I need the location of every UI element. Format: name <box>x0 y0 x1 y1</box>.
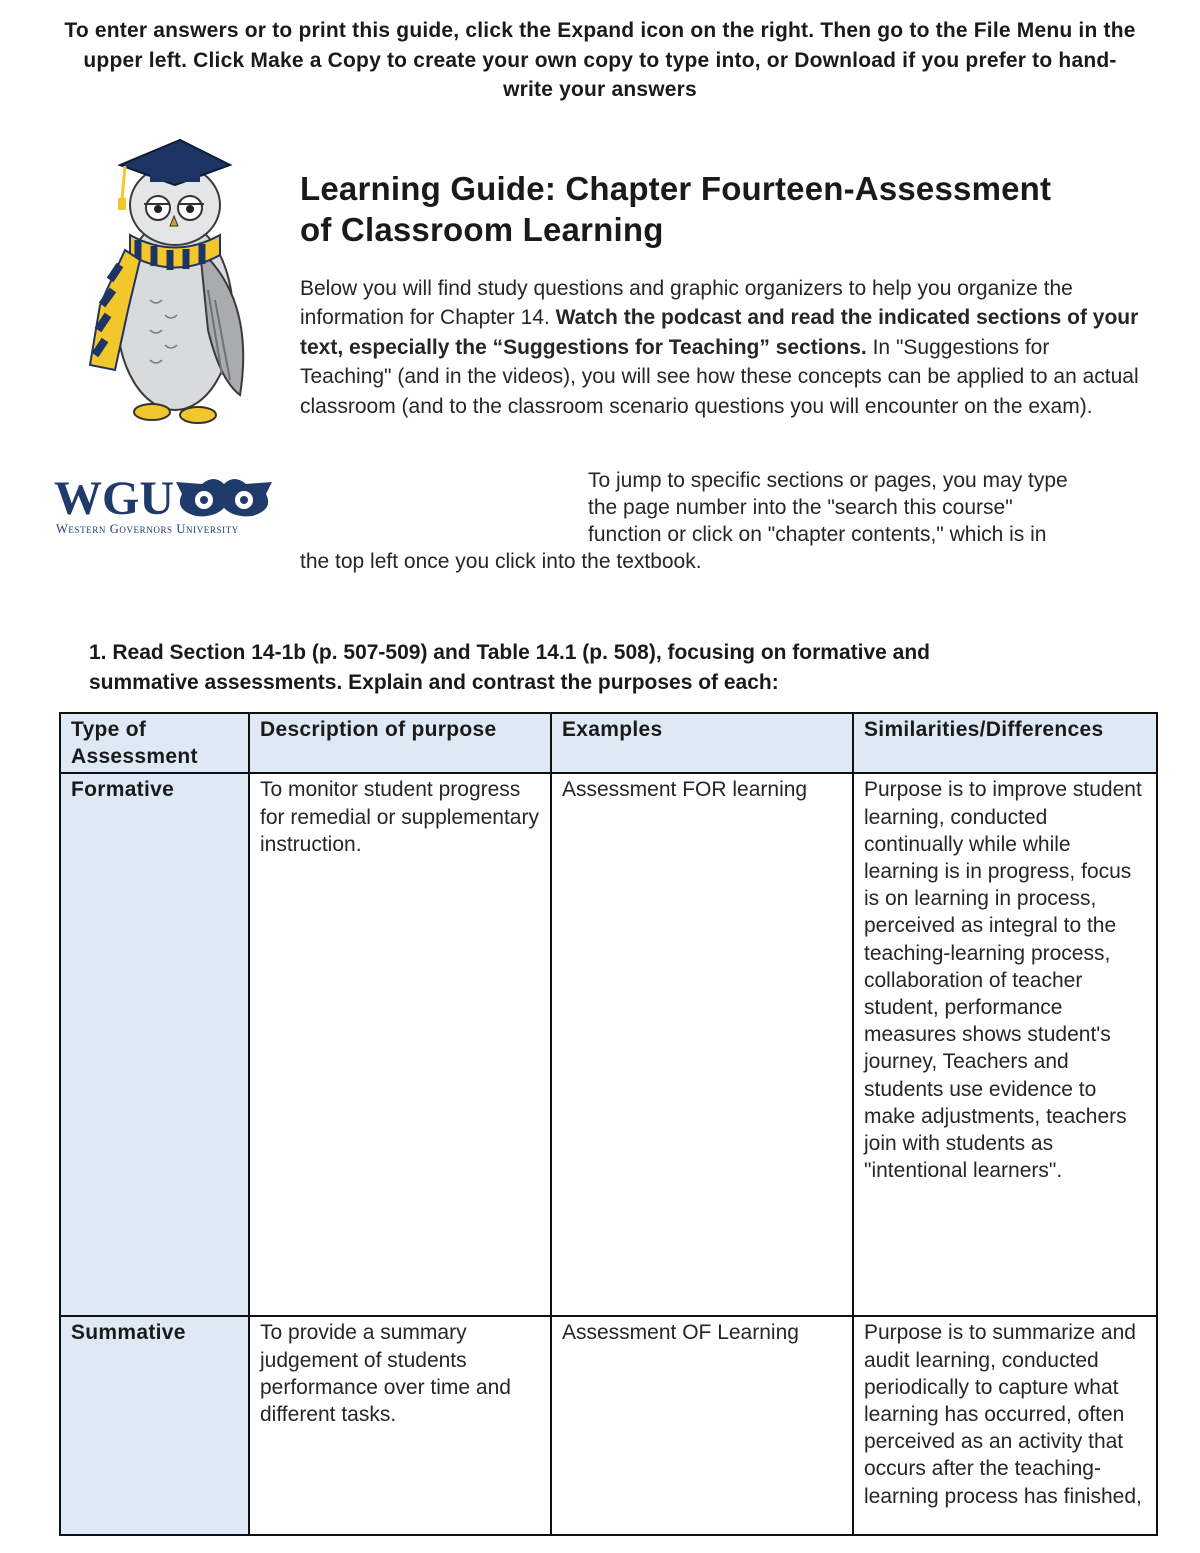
row-description-summative[interactable]: To provide a summary judgement of students performance over time and different tasks. <box>249 1316 551 1535</box>
intro-text-bold: Watch the podcast and read the indicated sections of your text, especially the “Suggestions for Teaching” sections. <box>300 306 1139 359</box>
assessment-table <box>59 712 1158 1536</box>
jump-line-1: To jump to specific sections or pages, you may type <box>588 469 1068 492</box>
wgu-logo-text: WGU <box>54 472 174 525</box>
intro-text-part2: In "Suggestions for Teaching" (and in the videos), you will see how these concepts can be applied to an actual classroom (and to the classroom scenario questions you will encounter on the exam). <box>300 335 1139 418</box>
table-row <box>60 1316 1157 1535</box>
row-type-summative: Summative <box>60 1316 249 1535</box>
owl-mascot-illustration <box>80 130 260 435</box>
row-similarities-formative[interactable]: Purpose is to improve student learning, conducted continually while while learning is in progress, focus is on learning in process, perceived as integral to the teaching-learning process, collaboration of teacher student, performance measures shows student's journey, Teachers and students use evidence to make adjustments, teachers join with students as "intentional learners". <box>853 773 1157 1316</box>
row-examples-formative[interactable]: Assessment FOR learning <box>551 773 853 1316</box>
jump-line-4: the top left once you click into the textbook. <box>300 550 702 573</box>
intro-text-part1: Below you will find study questions and graphic organizers to help you organize the information for Chapter 14. <box>300 277 1073 330</box>
wgu-logo-university-name: Western Governors University <box>56 522 239 536</box>
header-type: Type of Assessment <box>60 713 249 773</box>
instructions-banner: To enter answers or to print this guide, click the Expand icon on the right. Then go to the File Menu in the upper left. Click Make a Copy to create your own copy to type into, or Download if you prefer to hand-write your answers <box>64 19 1136 101</box>
table-row <box>60 773 1157 1316</box>
row-similarities-summative[interactable]: Purpose is to summarize and audit learning, conducted periodically to capture what learning has occurred, often perceived as an activity that occurs after the teaching-learning process has finished, <box>853 1316 1157 1535</box>
question-1 <box>89 638 1089 698</box>
row-type-formative: Formative <box>60 773 249 1316</box>
wgu-logo <box>52 470 282 540</box>
page-title-line1: Learning Guide: Chapter Fourteen-Assessment <box>300 170 1052 207</box>
row-examples-summative[interactable]: Assessment OF Learning <box>551 1316 853 1535</box>
table-header-row <box>60 713 1157 773</box>
header-description: Description of purpose <box>249 713 551 773</box>
jump-line-2: the page number into the "search this course" <box>588 496 1013 519</box>
page-title-line2: of Classroom Learning <box>300 211 664 248</box>
question-1-line2: summative assessments. Explain and contrast the purposes of each: <box>89 671 779 694</box>
intro-paragraph <box>300 274 1140 421</box>
owl-eyes-icon <box>176 479 272 516</box>
jump-instructions <box>300 467 1140 575</box>
page-title <box>300 168 1160 250</box>
question-1-line1: 1. Read Section 14-1b (p. 507-509) and Table 14.1 (p. 508), focusing on formative and <box>89 641 931 664</box>
header-examples: Examples <box>551 713 853 773</box>
row-description-formative[interactable]: To monitor student progress for remedial or supplementary instruction. <box>249 773 551 1316</box>
jump-line-3: function or click on "chapter contents," which is in <box>588 523 1047 546</box>
header-similarities: Similarities/Differences <box>853 713 1157 773</box>
